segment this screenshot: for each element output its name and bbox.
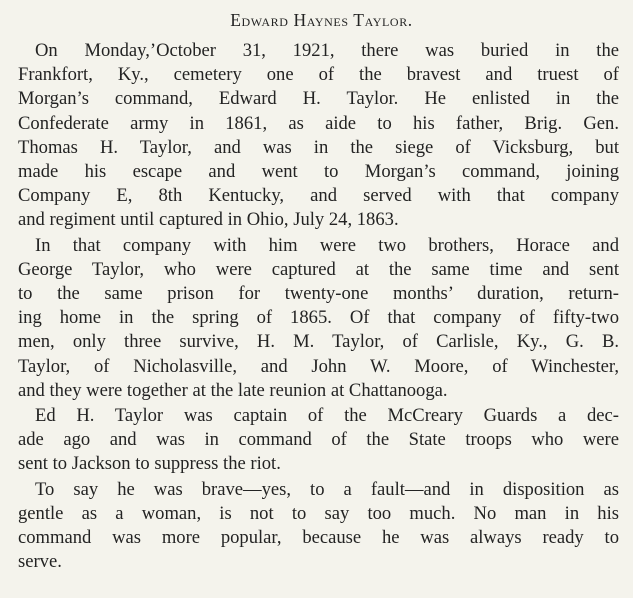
text-line: George Taylor, who were captured at the same time and sent xyxy=(18,258,619,280)
text-line: Confederate army in 1861, as aide to his father, Brig. Gen. xyxy=(18,112,619,134)
text-line: ing home in the spring of 1865. Of that company of fifty-two xyxy=(18,307,619,329)
text-line: and regiment until captured in Ohio, July 24, 1863. xyxy=(18,209,399,231)
text-line: On Monday,’October 31, 1921, there was buried in the xyxy=(35,40,619,61)
paragraph-1 xyxy=(18,39,619,233)
text-line: command was more popular, because he was always ready to xyxy=(18,527,619,549)
paragraph-3 xyxy=(18,404,619,477)
text-line: gentle as a woman, is not to say too much. No man in his xyxy=(18,502,619,524)
text-line: Ed H. Taylor was captain of the McCreary Guards a dec- xyxy=(35,405,619,427)
text-line: Morgan’s command, Edward H. Taylor. He enlisted in the xyxy=(18,88,619,110)
text-line: to the same prison for twenty-one months’ duration, return- xyxy=(18,283,619,305)
text-line: In that company with him were two brothers, Horace and xyxy=(35,234,619,256)
text-line: and they were together at the late reunion at Chattanooga. xyxy=(18,379,448,401)
article-title: Edward Haynes Taylor. xyxy=(230,10,413,30)
text-line: men, only three survive, H. M. Taylor, of Carlisle, Ky., G. B. xyxy=(18,331,619,353)
text-line: ade ago and was in command of the State troops who were xyxy=(18,429,619,451)
text-line: Thomas H. Taylor, and was in the siege of Vicksburg, but xyxy=(18,136,619,158)
text-line: sent to Jackson to suppress the riot. xyxy=(18,453,281,475)
paragraph-4 xyxy=(18,478,619,575)
text-line: made his escape and went to Morgan’s command, joining xyxy=(18,161,619,183)
text-line: To say he was brave—yes, to a fault—and in disposition as xyxy=(35,478,619,500)
text-line: serve. xyxy=(18,551,62,573)
text-line: Company E, 8th Kentucky, and served with that company xyxy=(18,185,619,207)
text-line: Taylor, of Nicholasville, and John W. Moore, of Winchester, xyxy=(18,355,619,377)
text-line: Frankfort, Ky., cemetery one of the bravest and truest of xyxy=(18,64,619,86)
paragraph-2 xyxy=(18,234,619,403)
